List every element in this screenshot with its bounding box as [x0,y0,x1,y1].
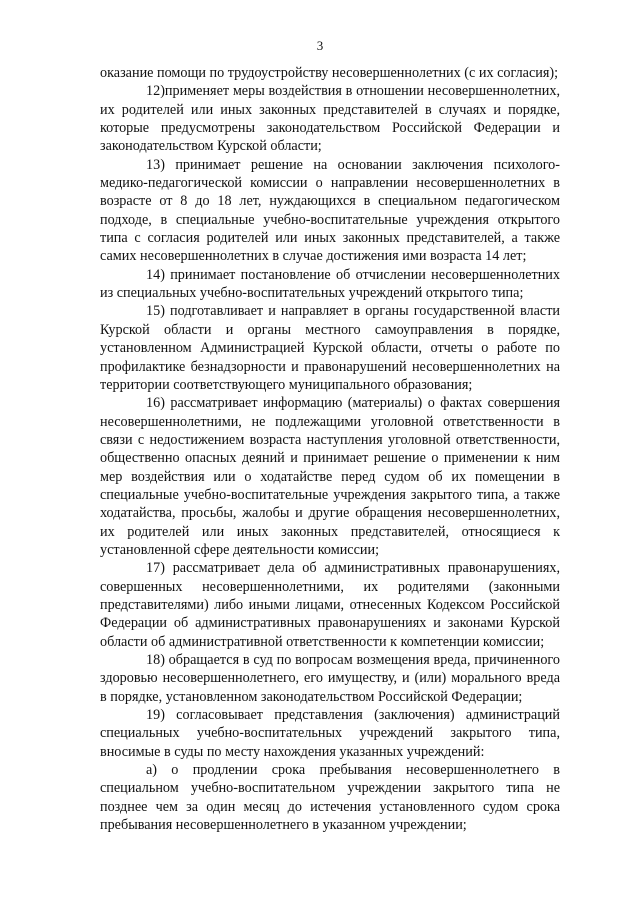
paragraph-19-a: а) о продлении срока пребывания несовершеннолетнего в специальном учебно-воспитательном учреждении закрытого типа не позднее чем за один месяц до истечения установленного судом срока пребывания несовершеннолетнего в указанном учреждении; [100,762,560,834]
document-body [100,64,560,834]
paragraph-18: 18) обращается в суд по вопросам возмещения вреда, причиненного здоровью несовершеннолетнего, его имуществу, и (или) морального вреда в порядке, установленном законодательством Российской Федерации; [100,652,560,705]
page-number: 3 [316,38,324,53]
paragraph-19: 19) согласовывает представления (заключения) администраций специальных учебно-воспитательных учреждений закрытого типа, вносимые в суды по месту нахождения указанных учреждений: [100,707,560,760]
paragraph-11-continuation: оказание помощи по трудоустройству несовершеннолетних (с их согласия); [100,65,559,81]
paragraph-13: 13) принимает решение на основании заключения психолого-медико-педагогической комиссии о направлении несовершеннолетних в возрасте от 8 до 18 лет, нуждающихся в специальном педагогическом подходе, в специальные учебно-воспитательные учреждения открытого типа с согласия родителей или иных законных представителей, а также самих несовершеннолетних в случае достижения ими возраста 14 лет; [100,156,560,265]
paragraph-16: 16) рассматривает информацию (материалы) о фактах совершения несовершеннолетними, не подлежащими уголовной ответственности в связи с недостижением возраста наступления уголовной ответственности, общественно опасных деяний и принимает решение о применении к ним мер воздействия или о ходатайстве перед судом об их помещении в специальные учебно-воспитательные учреждения закрытого типа, а также ходатайства, просьбы, жалобы и другие обращения несовершеннолетних, их родителей или иных законных представителей, относящиеся к установленной сфере деятельности комиссии; [100,395,560,558]
paragraph-17: 17) рассматривает дела об административных правонарушениях, совершенных несовершеннолетними, их родителями (законными представителями) либо иными лицами, отнесенных Кодексом Российской Федерации об административных правонарушениях и законами Курской области об административной ответственности к компетенции комиссии; [100,560,560,650]
paragraph-12: 12)применяет меры воздействия в отношении несовершеннолетних, их родителей или иных законных представителей в случаях и порядке, которые предусмотрены законодательством Российской Федерации и законодательством Курской области; [100,83,560,155]
paragraph-14: 14) принимает постановление об отчислении несовершеннолетних из специальных учебно-воспитательных учреждений открытого типа; [100,266,560,302]
paragraph-15: 15) подготавливает и направляет в органы государственной власти Курской области и органы местного самоуправления в порядке, установленном Администрацией Курской области, отчеты о работе по профилактике безнадзорности и правонарушений несовершеннолетних на территории соответствующего муниципального образования; [100,303,560,393]
